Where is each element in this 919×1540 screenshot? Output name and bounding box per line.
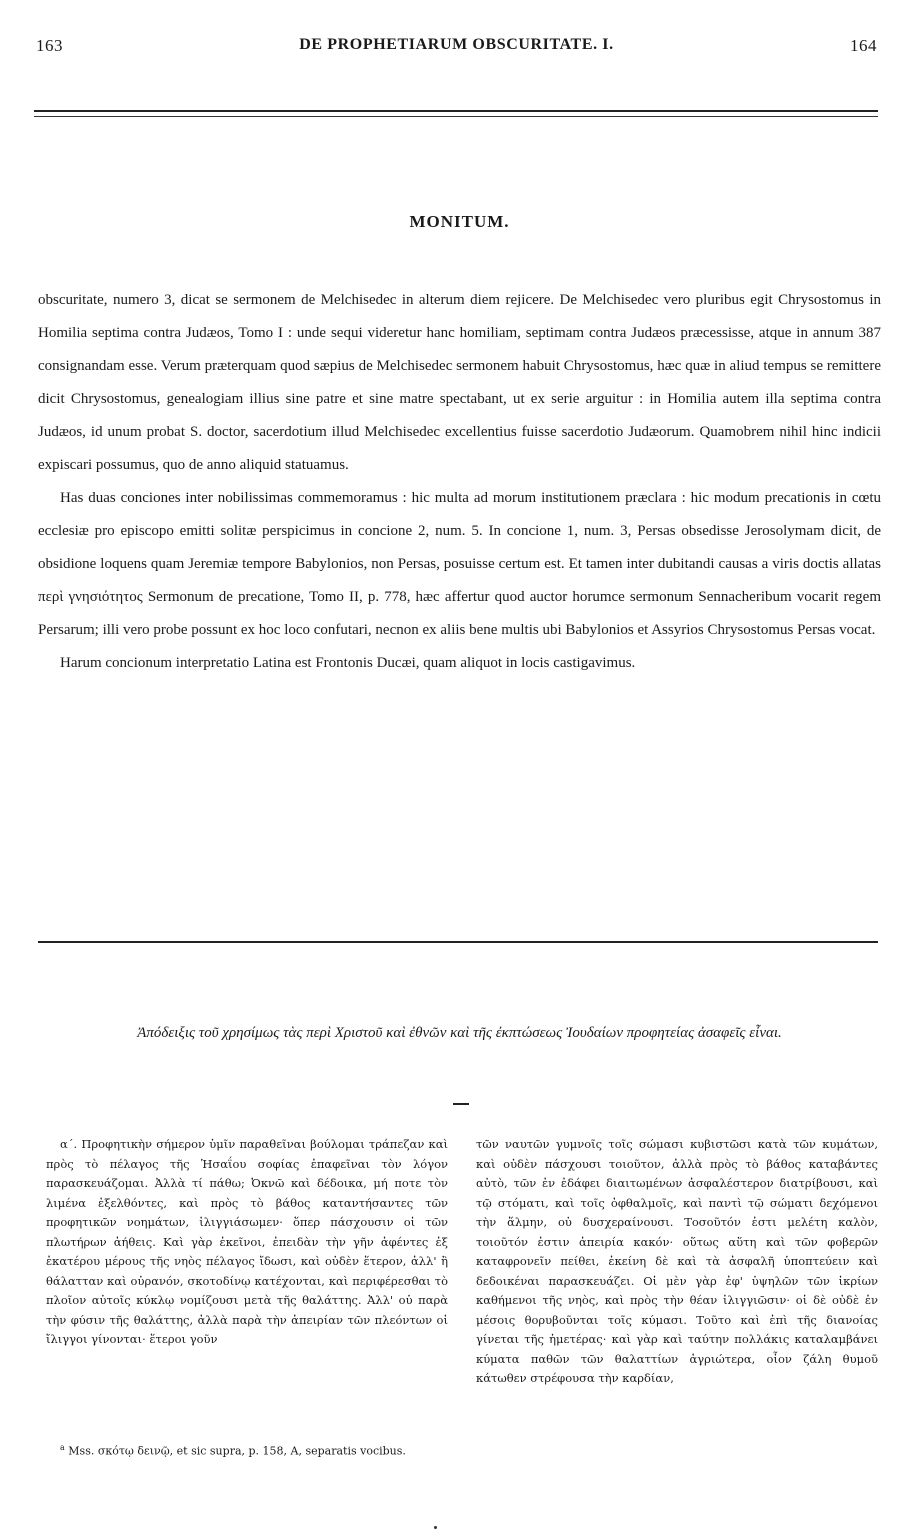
running-title: DE PROPHETIARUM OBSCURITATE. I.: [299, 36, 614, 53]
print-speck: [434, 1526, 437, 1529]
monitum-paragraph: Harum concionum interpretatio Latina est Frontonis Ducæi, quam aliquot in locis castigavimus.: [60, 655, 636, 671]
page-number-right: 164: [850, 36, 877, 55]
greek-paragraph: α΄. Προφητικὴν σήμερον ὑμῖν παραθεῖναι βούλομαι τράπεζαν καὶ πρὸς τὸ πέλαγος τῆς Ἡσαΐου σοφίας ἐπαφεῖναι τὸν λόγον παρασκευάζομαι. Ἀλλὰ τί πάθω; Ὀκνῶ καὶ δέδοικα, μή ποτε τὸν λιμένα ἐξελθόντες, καὶ πρὸς τὸ βάθος καταντήσαντες τῶν προφητικῶν νοημάτων, ἰλιγγιάσωμεν· ὅπερ πάσχουσιν οἱ τῶν πλωτήρων ἀήθεις. Καὶ γὰρ ἐκεῖνοι, ἐπειδὰν τὴν γῆν ἀφέντες ἐξ ἑκατέρου μέρους τῆς νηὸς πέλαγος ἴδωσι, καὶ οὐδὲν ἕτερον, ἀλλ' ἢ θάλατταν καὶ οὐρανόν, σκοτοδίνῳ κατέχονται, καὶ περιφέρεσθαι τὸ πλοῖον αὐτοῖς κύκλῳ νομίζουσι μετὰ τῆς θαλάττης. Ἀλλ' οὐ παρὰ τὴν φύσιν τῆς θαλάττης, ἀλλὰ παρὰ τὴν ἀπειρίαν τῶν πλεόντων οἱ ἴλιγγοι γίνονται· ἕτεροι γοῦν: [46, 1137, 448, 1346]
greek-paragraph: τῶν ναυτῶν γυμνοῖς τοῖς σώμασι κυβιστῶσι κατὰ τῶν κυμάτων, καὶ οὐδὲν πάσχουσι τοιοῦτον, ἀλλὰ πρὸς τὸ βάθος καταβάντες αὐτὸ, τῶν ἐν ἐδάφει διαιτωμένων ἀσφαλέστερον διατρίβουσι, καὶ τῷ στόματι, καὶ τοῖς ὀφθαλμοῖς, καὶ παντὶ τῷ σώματι δεχόμενοι τὴν ἅλμην, οὐ δυσχεραίνουσι. Τοσοῦτόν ἐστι μελέτη καλὸν, τοιοῦτόν ἐστιν ἀπειρία κακόν· οὕτως αὕτη καὶ τῶν φοβερῶν καταφρονεῖν πείθει, ἐκείνη δὲ καὶ τὰ ἀσφαλῆ ὑποπτεύειν καὶ δεδοικέναι παρασκευάζει. Οἱ μὲν γὰρ ἐφ' ὑψηλῶν τῶν ἰκρίων καθήμενοι τῆς νηὸς, καὶ πρὸς τὴν θέαν ἰλιγγιῶσιν· οἱ δὲ οὐδὲ ἐν μέσοις θορυβοῦνται τοῖς κύμασι. Τοῦτο καὶ ἐπὶ τῆς διανοίας γίνεται τῆς ἡμετέρας· καὶ γὰρ καὶ ταύτην πολλάκις καταλαμβάνει κύματα παθῶν τῶν θαλαττίων ἀγριώτερα, οἷον ζάλη θυμοῦ κάτωθεν στρέφουσα τὴν καρδίαν,: [476, 1137, 878, 1385]
page-number-left: 163: [36, 36, 63, 55]
homily-title: Ἀπόδειξις τοῦ χρησίμως τὰς περὶ Χριστοῦ καὶ ἐθνῶν καὶ τῆς ἐκπτώσεως Ἰουδαίων προφητείας ἀσαφεῖς εἶναι.: [137, 1025, 782, 1041]
running-head: [36, 36, 877, 60]
footnote-marker: a: [60, 1443, 65, 1452]
monitum-heading: MONITUM.: [409, 212, 510, 231]
footnote-text: Mss. σκότῳ δεινῷ, et sic supra, p. 158, A, separatis vocibus.: [68, 1444, 406, 1458]
greek-column-right: [476, 1135, 878, 1389]
greek-column-left: [46, 1135, 448, 1350]
monitum-paragraph: Has duas conciones inter nobilissimas commemoramus : hic multa ad morum institutionem præclara : hic modum precationis in cœtu ecclesiæ pro episcopo emitti solitæ perspicimus in concione 2, num. 5. In concione 1, num. 3, Persas obsedisse Jerosolymam dicit, de obsidione loquens quam Jeremiæ tempore Babylonios, non Persas, posuisse certum est. Et tamen inter dubitandi causas a viris doctis allatas περὶ γνησιότητος Sermonum de precatione, Tomo II, p. 778, hæc affertur quod auctor horumce sermonum Sennacheribum vocarit regem Persarum; illi vero probe possunt ex hoc loco confutari, necnon ex aliis bene multis ubi Babylonios et Assyrios Chrysostomus Persas vocat.: [38, 490, 881, 638]
title-dash: [453, 1103, 469, 1105]
monitum-text: [38, 284, 881, 680]
header-rule-thin: [34, 116, 878, 117]
monitum-paragraph: obscuritate, numero 3, dicat se sermonem de Melchisedec in alterum diem rejicere. De Melchisedec vero pluribus egit Chrysostomus in Homilia septima contra Judæos, Tomo I : unde sequi videretur hanc homiliam, septimam contra Judæos præcessisse, atque in annum 387 consignandam esse. Verum præterquam quod sæpius de Melchisedec sermonem habuit Chrysostomus, hæc quæ in aliud tempus se remittere dicit Chrysostomus, genealogiam illius sine patre et sine matre spectabant, ut ex serie arguitur : in Homilia autem illa septima contra Judæos, id unum probat S. doctor, sacerdotium illud Melchisedec excellentius fuisse sacerdotio Judæorum. Quamobrem nihil hinc indicii expiscari possumus, quo de anno aliquid statuamus.: [38, 292, 881, 473]
header-rule-thick: [34, 110, 878, 112]
section-divider: [38, 941, 878, 943]
footnote: [60, 1440, 450, 1460]
